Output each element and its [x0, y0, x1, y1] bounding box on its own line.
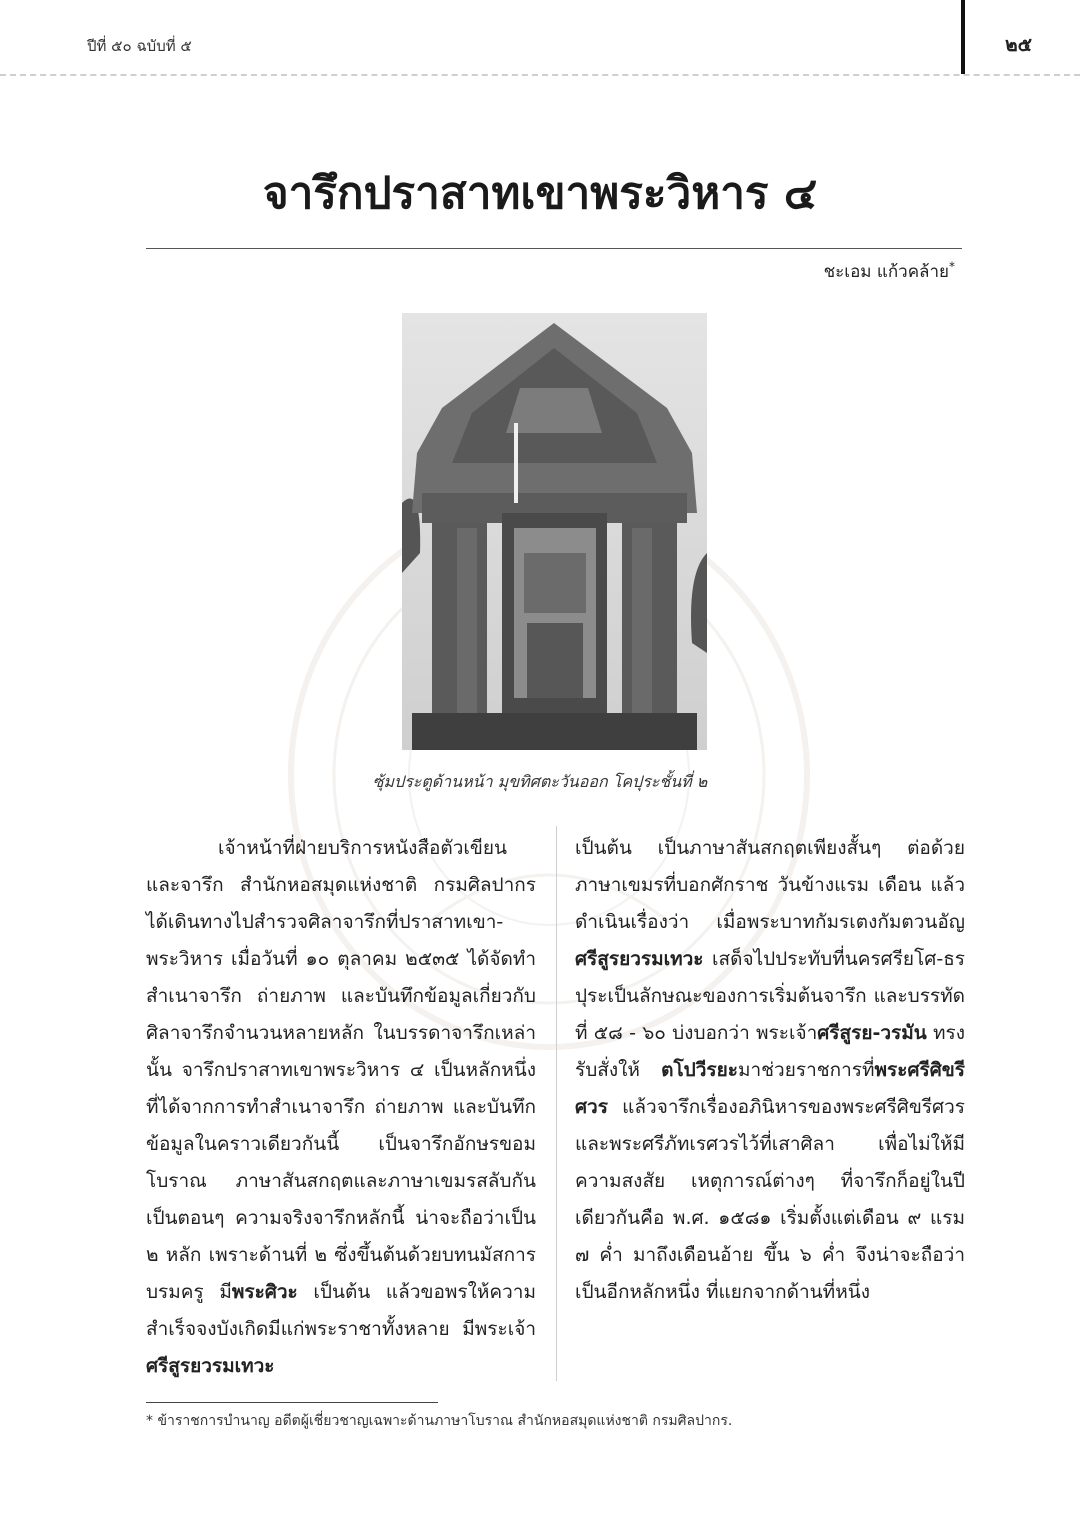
text-run: เป็นต้น แล้วขอพรให้ความสำเร็จจงบังเกิดมีแก่พระราชาทั้งหลาย มีพระเจ้า	[146, 1281, 536, 1340]
article-title: จารึกปราสาทเขาพระวิหาร ๔	[262, 168, 818, 219]
temple-gate-photo	[402, 313, 707, 750]
bold-term: ศรีสูรยวรมเทวะ	[575, 948, 704, 970]
page-number: ๒๕	[1005, 34, 1032, 56]
text-run: แล้วจารึกเรื่องอภินิหารของพระศรีศิขรีศวร และพระศรีภัทเรศวรไว้ที่เสาศิลา เพื่อไม่ให้มีความสงสัย เหตุการณ์ต่างๆ ที่จารึกก็อยู่ในปีเดียวกันคือ พ.ศ. ๑๕๘๑ เริ่มตั้งแต่เดือน ๙ แรม ๗ ค่ำ มาถึงเดือนอ้าย ขึ้น ๖ ค่ำ จึงน่าจะถือว่าเป็นอีกหลักหนึ่ง ที่แยกจากด้านที่หนึ่ง	[575, 1096, 965, 1303]
header-dashed-rule	[0, 74, 1080, 76]
bold-term: พระศรีศิขรีศวร	[575, 1059, 965, 1118]
text-run: เป็นต้น เป็นภาษาสันสกฤตเพียงสั้นๆ ต่อด้วยภาษาเขมรที่บอกศักราช วันข้างแรม เดือน แล้วดำเนินเรื่องว่า เมื่อพระบาทกัมรเตงกัมตวนอัญ	[575, 837, 965, 933]
body-column-left	[146, 830, 536, 1385]
bold-term: ตโปวีรยะ	[661, 1059, 738, 1081]
header-vertical-rule	[961, 0, 965, 74]
text-run: มาช่วยราชการที่	[737, 1059, 875, 1081]
bold-term: ศรีสูรย-วรมัน	[817, 1022, 927, 1044]
text-run: เสด็จไปประทับที่นครศรียโศ-ธรปุระเป็นลักษณะของการเริ่มต้นจารึก และบรรทัดที่ ๕๘ - ๖๐ บ่งบอกว่า พระเจ้า	[575, 948, 965, 1044]
footnote: * ข้าราชการบำนาญ อดีตผู้เชี่ยวชาญเฉพาะด้านภาษาโบราณ สำนักหอสมุดแห่งชาติ กรมศิลปากร.	[146, 1413, 733, 1429]
right-paragraph	[575, 830, 965, 1311]
bold-term: ศรีสูรยวรมเทวะ	[146, 1355, 275, 1377]
footnote-rule	[146, 1402, 438, 1403]
title-rule	[146, 248, 962, 249]
author-footnote-mark: *	[949, 259, 955, 274]
body-column-right	[575, 830, 965, 1311]
running-head: ปีที่ ๕๐ ฉบับที่ ๕	[87, 37, 192, 55]
text-run: เจ้าหน้าที่ฝ่ายบริการหนังสือตัวเขียนและจารึก สำนักหอสมุดแห่งชาติ กรมศิลปากร ได้เดินทางไปสำรวจศิลาจารึกที่ปราสาทเขา-พระวิหาร เมื่อวันที่ ๑๐ ตุลาคม ๒๕๓๕ ได้จัดทำสำเนาจารึก ถ่ายภาพ และบันทึกข้อมูลเกี่ยวกับศิลาจารึกจำนวนหลายหลัก ในบรรดาจารึกเหล่านั้น จารึกปราสาทเขาพระวิหาร ๔ เป็นหลักหนึ่งที่ได้จากการทำสำเนาจารึก ถ่ายภาพ และบันทึกข้อมูลในคราวเดียวกันนี้ เป็นจารึกอักษรขอมโบราณ ภาษาสันสกฤตและภาษาเขมรสลับกันเป็นตอนๆ ความจริงจารึกหลักนี้ น่าจะถือว่าเป็น ๒ หลัก เพราะด้านที่ ๒ ซึ่งขึ้นต้นด้วยบทนมัสการบรมครู มี	[146, 837, 536, 1303]
text-run: ทรงรับสั่งให้	[575, 1022, 965, 1081]
column-divider	[556, 826, 557, 1381]
figure-caption: ซุ้มประตูด้านหน้า มุขทิศตะวันออก โคปุระชั้นที่ ๒	[372, 772, 708, 791]
bold-term: พระศิวะ	[231, 1281, 298, 1303]
author-line	[824, 258, 955, 285]
author-name: ชะเอม แก้วคล้าย	[823, 262, 949, 282]
left-paragraph	[146, 830, 536, 1385]
